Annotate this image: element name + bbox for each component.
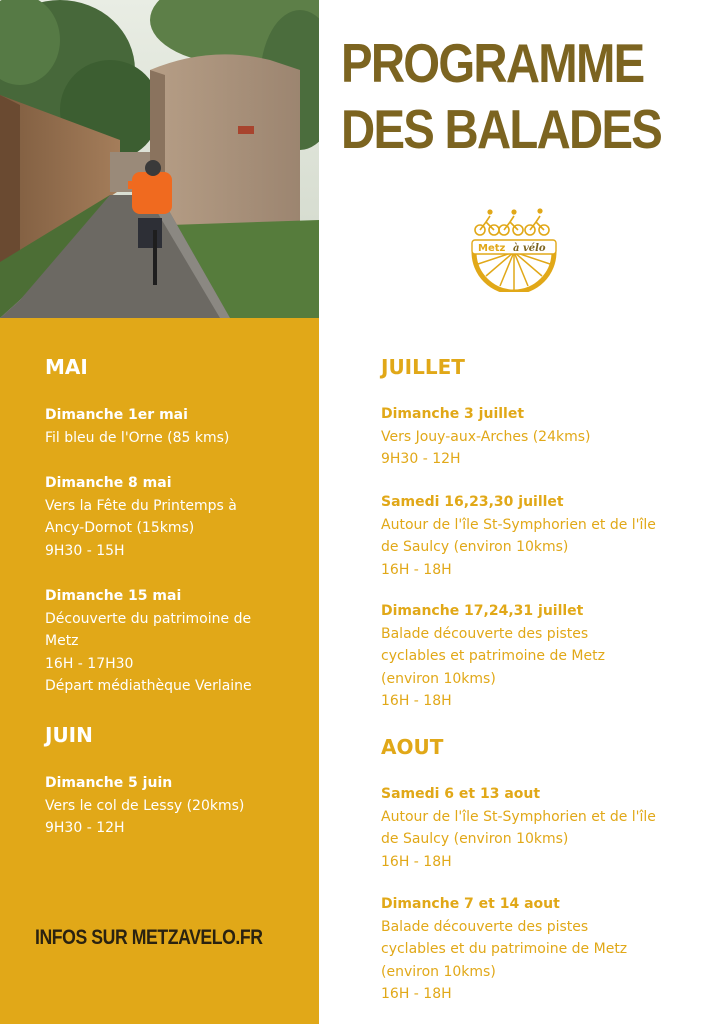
month-heading-mai: MAI <box>45 355 88 379</box>
event-line: de Saulcy (environ 10kms) <box>381 539 569 555</box>
event-line: 9H30 - 12H <box>45 820 125 836</box>
event-line: Balade découverte des pistes <box>381 625 589 642</box>
event-date: Dimanche 17,24,31 juillet <box>381 603 584 619</box>
event-line: Ancy-Dornot (15kms) <box>45 520 195 536</box>
event-line: 16H - 18H <box>381 986 452 1002</box>
event-line: 16H - 18H <box>381 693 452 709</box>
event-mai-2 <box>45 472 237 562</box>
header-photo <box>0 0 319 318</box>
event-line: Autour de l'île St-Symphorien et de l'île <box>381 516 656 533</box>
event-line: (environ 10kms) <box>381 670 496 687</box>
event-date: Dimanche 7 et 14 aout <box>381 896 560 912</box>
event-mai-3 <box>45 585 252 698</box>
event-line: Metz <box>45 633 79 649</box>
event-line: Départ médiathèque Verlaine <box>45 678 252 694</box>
event-juin-1 <box>45 772 244 840</box>
event-line: cyclables et patrimoine de Metz <box>381 648 605 664</box>
logo-text-accent: à vélo <box>513 243 546 254</box>
month-heading-juillet: JUILLET <box>381 355 465 379</box>
event-juillet-3 <box>381 600 605 713</box>
month-heading-aout: AOUT <box>381 735 444 759</box>
event-line: Balade découverte des pistes <box>381 918 589 935</box>
event-line: (environ 10kms) <box>381 963 496 980</box>
event-juillet-1 <box>381 403 590 471</box>
event-line: 16H - 17H30 <box>45 655 134 672</box>
event-date: Dimanche 8 mai <box>45 475 172 491</box>
event-date: Dimanche 5 juin <box>45 775 173 791</box>
page-title <box>341 30 662 162</box>
event-line: 9H30 - 12H <box>381 451 461 467</box>
event-date: Samedi 6 et 13 aout <box>381 786 541 802</box>
event-line: de Saulcy (environ 10kms) <box>381 831 569 847</box>
event-juillet-2 <box>381 491 656 581</box>
event-line: Découverte du patrimoine de <box>45 610 252 627</box>
event-aout-1 <box>381 783 656 873</box>
title-line-1: PROGRAMME <box>341 32 644 94</box>
month-heading-juin: JUIN <box>45 723 93 747</box>
event-aout-2 <box>381 893 627 1006</box>
event-line: 16H - 18H <box>381 853 452 870</box>
event-date: Samedi 16,23,30 juillet <box>381 494 564 510</box>
event-line: cyclables et du patrimoine de Metz <box>381 941 628 957</box>
event-date: Dimanche 3 juillet <box>381 406 525 422</box>
event-line: 16H - 18H <box>381 561 452 578</box>
event-line: Fil bleu de l'Orne (85 kms) <box>45 429 230 446</box>
event-line: Vers la Fête du Printemps à <box>45 497 237 514</box>
info-link[interactable]: INFOS SUR METZAVELO.FR <box>35 926 263 949</box>
event-mai-1 <box>45 404 229 449</box>
event-date: Dimanche 1er mai <box>45 407 188 423</box>
metz-a-velo-logo <box>466 206 562 292</box>
event-line: Vers le col de Lessy (20kms) <box>45 797 245 814</box>
event-date: Dimanche 15 mai <box>45 588 182 604</box>
event-line: 9H30 - 15H <box>45 542 125 559</box>
title-line-2: DES BALADES <box>341 98 662 160</box>
event-line: Autour de l'île St-Symphorien et de l'île <box>381 808 656 825</box>
event-line: Vers Jouy-aux-Arches (24kms) <box>381 428 591 445</box>
logo-text-main: Metz <box>478 243 506 254</box>
